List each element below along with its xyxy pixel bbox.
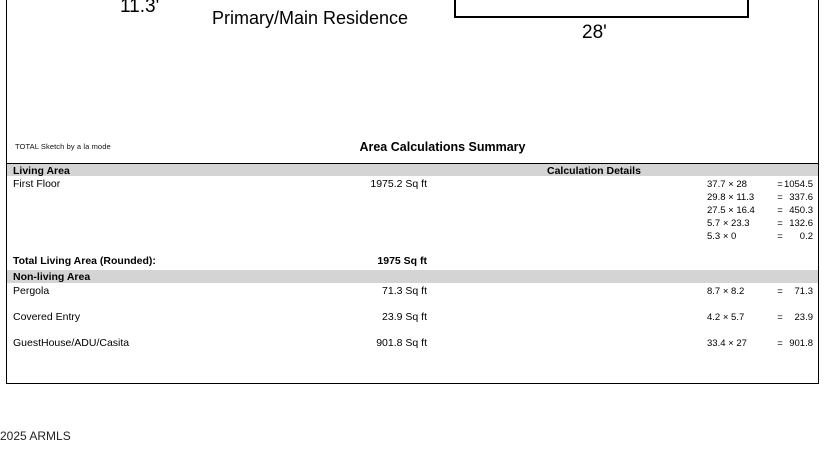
area-calculations-title: Area Calculations Summary [359, 140, 526, 154]
detail-expression: 5.3 × 0 [707, 231, 737, 242]
row-label-first-floor: First Floor [13, 178, 61, 190]
dimension-label-bottom-right: 28' [582, 22, 607, 43]
total-living-area-row [7, 255, 818, 269]
detail-value: 0.2 [799, 231, 813, 242]
detail-equals: = [777, 218, 783, 229]
row-label-covered-entry: Covered Entry [13, 311, 81, 323]
living-area-header-label: Living Area [13, 165, 70, 177]
primary-residence-label: Primary/Main Residence [212, 8, 409, 28]
non-living-area-header-label: Non-living Area [13, 271, 91, 283]
detail-expression: 8.7 × 8.2 [707, 286, 745, 297]
detail-equals: = [777, 179, 783, 190]
non-living-area-header-band [7, 270, 818, 283]
guesthouse-outline [454, 0, 749, 18]
detail-equals: = [777, 312, 783, 323]
dimension-label-left: 11.3' [120, 0, 160, 17]
detail-expression: 29.8 × 11.3 [707, 192, 755, 203]
detail-expression: 5.7 × 23.3 [707, 218, 750, 229]
detail-expression: 27.5 × 16.4 [707, 205, 755, 216]
area-calculations-panel [6, 131, 819, 384]
detail-equals: = [777, 205, 783, 216]
detail-expression: 4.2 × 5.7 [707, 312, 745, 323]
row-area-first-floor: 1975.2 Sq ft [370, 178, 427, 190]
total-living-area-label: Total Living Area (Rounded): [13, 255, 156, 267]
detail-equals: = [777, 192, 783, 203]
sketch-software-note: TOTAL Sketch by a la mode [15, 142, 111, 151]
table-row [7, 285, 818, 299]
detail-expression: 33.4 × 27 [707, 338, 747, 349]
detail-value: 901.8 [789, 338, 813, 349]
copyright-notice: 2025 ARMLS [0, 429, 71, 443]
table-row [7, 311, 818, 325]
row-label-pergola: Pergola [13, 285, 50, 297]
detail-value: 337.6 [789, 192, 813, 203]
detail-equals: = [777, 338, 783, 349]
detail-expression: 37.7 × 28 [707, 179, 747, 190]
detail-value: 1054.5 [783, 179, 813, 190]
total-living-area-value: 1975 Sq ft [377, 255, 427, 267]
calculation-details-header-label: Calculation Details [547, 165, 641, 177]
detail-value: 23.9 [794, 312, 813, 323]
detail-equals: = [777, 286, 783, 297]
floor-plan-sketch [6, 0, 819, 131]
row-area-pergola: 71.3 Sq ft [382, 285, 427, 297]
row-label-guesthouse: GuestHouse/ADU/Casita [13, 337, 130, 349]
table-row [7, 337, 818, 351]
living-area-header-band [7, 163, 818, 176]
row-area-guesthouse: 901.8 Sq ft [376, 337, 427, 349]
detail-value: 450.3 [789, 205, 813, 216]
detail-value: 71.3 [794, 286, 813, 297]
row-area-covered-entry: 23.9 Sq ft [382, 311, 427, 323]
detail-value: 132.6 [789, 218, 813, 229]
detail-equals: = [777, 231, 783, 242]
table-row [7, 178, 818, 192]
